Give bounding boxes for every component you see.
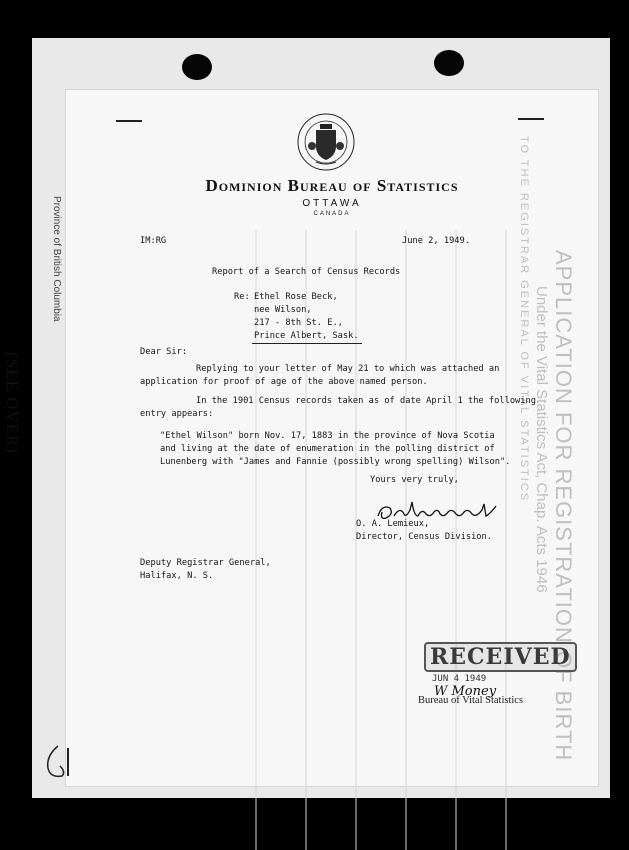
ghost-form-header: TO THE REGISTRAR GENERAL OF VITAL STATISTICS xyxy=(518,136,530,503)
received-stamp-office: Bureau of Vital Statistics xyxy=(418,695,524,706)
re-line-2: nee Wilson, xyxy=(254,305,312,315)
salutation: Dear Sir: xyxy=(140,347,188,357)
letterhead-country: CANADA xyxy=(313,211,351,217)
reference-code: IM:RG xyxy=(140,236,167,246)
recipient-line-2: Halifax, N. S. xyxy=(140,571,214,581)
punch-hole-left xyxy=(182,54,212,80)
recipient-line-1: Deputy Registrar General, xyxy=(140,558,271,568)
letterhead-city: OTTAWA xyxy=(302,198,362,209)
re-underline xyxy=(252,343,362,344)
closing: Yours very truly, xyxy=(370,475,459,485)
margin-dash-left xyxy=(116,120,142,122)
paragraph-1-line-2: application for proof of age of the above named person. xyxy=(140,377,428,387)
received-stamp: RECEIVED xyxy=(424,642,577,672)
received-stamp-date: JUN 4 1949 xyxy=(432,674,487,684)
margin-note: (SEE OVER) xyxy=(3,352,22,455)
re-line-1: Ethel Rose Beck, xyxy=(254,292,338,302)
side-label: Province of British Columbia xyxy=(51,196,62,322)
letter-page xyxy=(66,90,598,786)
re-line-4: Prince Albert, Sask. xyxy=(254,331,359,341)
paragraph-2-line-2: entry appears: xyxy=(140,409,214,419)
paragraph-1-line-1: Replying to your letter of May 21 to which was attached an xyxy=(196,364,500,374)
paragraph-2-line-1: In the 1901 Census records taken as of date April 1 the following xyxy=(196,396,536,406)
census-entry-line-3: Lunenberg with "James and Fannie (possibly wrong spelling) Wilson". xyxy=(160,457,511,467)
signer-name: O. A. Lemieux, xyxy=(356,519,430,529)
coat-of-arms-seal xyxy=(296,112,356,172)
margin-ink-mark xyxy=(40,742,74,782)
bureau-name: Dominion Bureau of Statistics xyxy=(205,176,459,195)
letter-date: June 2, 1949. xyxy=(402,236,470,246)
census-entry-line-2: and living at the date of enumeration in the polling district of xyxy=(160,444,495,454)
re-label: Re: xyxy=(234,292,250,302)
signer-title: Director, Census Division. xyxy=(356,532,492,542)
margin-dash-right xyxy=(518,118,544,120)
re-line-3: 217 - 8th St. E., xyxy=(254,318,343,328)
punch-hole-right xyxy=(434,50,464,76)
ghost-form-subtitle: Under the Vital Statistics Act, Chap. Acts 1946 xyxy=(533,286,550,593)
received-stamp-initials: W Money xyxy=(434,684,497,699)
census-entry-line-1: "Ethel Wilson" born Nov. 17, 1883 in the province of Nova Scotia xyxy=(160,431,495,441)
ghost-form-title: APPLICATION FOR REGISTRATION OF BIRTH xyxy=(551,250,576,762)
subject-line: Report of a Search of Census Records xyxy=(212,267,401,277)
